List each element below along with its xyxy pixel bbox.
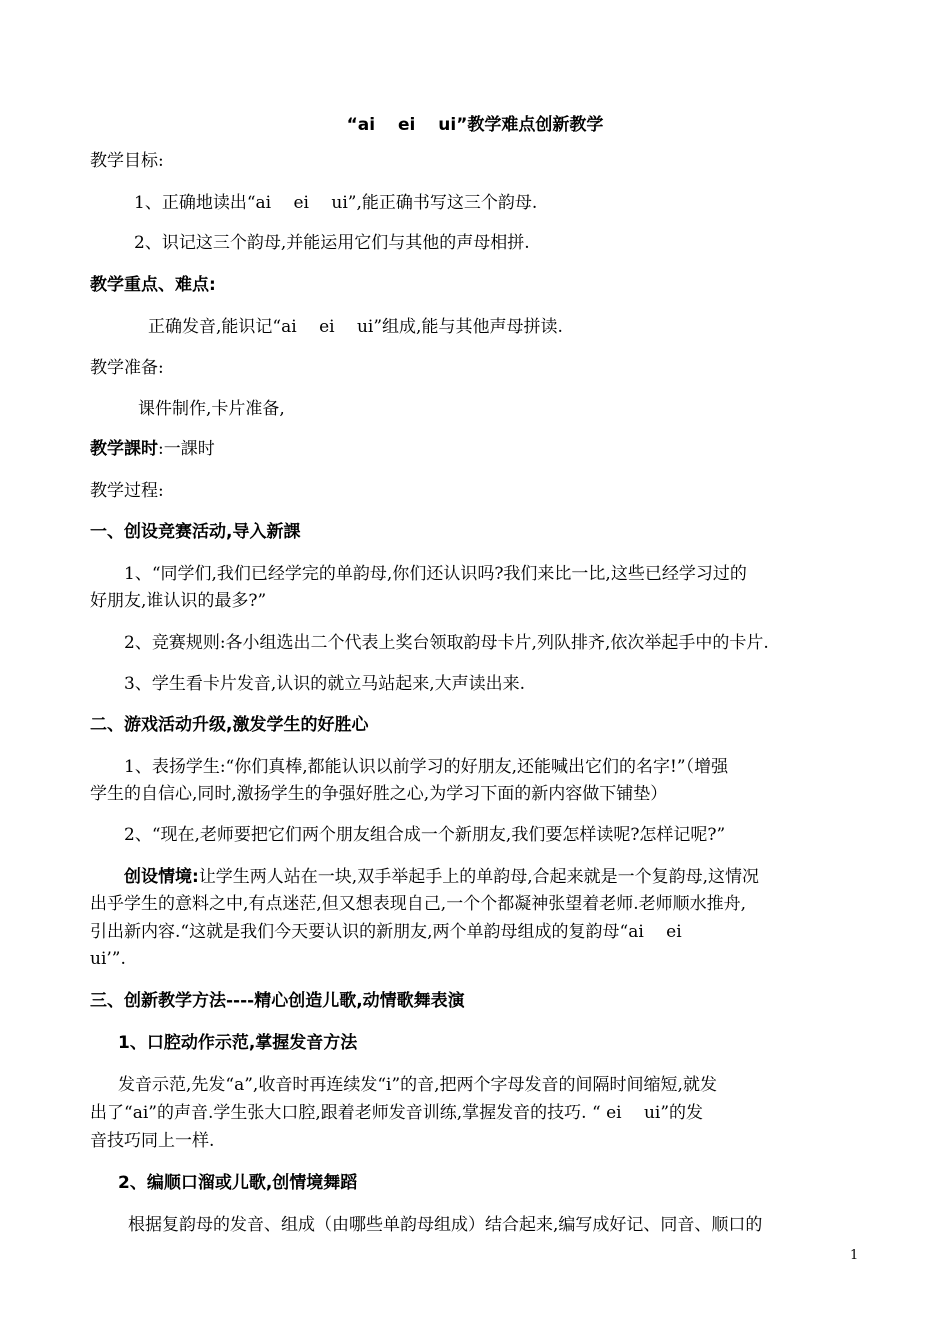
part-heading-1: 一、创设竞赛活动,导入新課 [90, 522, 301, 542]
paragraph-line: 发音示范,先发“a”,收音时再连续发“i”的音,把两个字母发音的间隔时间缩短,就发 [118, 1075, 717, 1095]
paragraph-line: 2、“现在,老师要把它们两个朋友组合成一个新朋友,我们要怎样读呢?怎样记呢?” [124, 825, 726, 845]
section-heading-preparation: 教学准备: [90, 358, 164, 378]
paragraph-line: 好朋友,谁认识的最多?” [90, 591, 267, 611]
class-hours-label: 教学課时 [90, 439, 158, 459]
class-hours-value: :一課时 [158, 439, 215, 459]
objective-item-2: 2、识记这三个韵母,并能运用它们与其他的声母相拼. [134, 233, 530, 253]
part-heading-2: 二、游戏活动升级,激发学生的好胜心 [90, 715, 369, 735]
section-heading-process: 教学过程: [90, 481, 164, 501]
paragraph-line: 3、学生看卡片发音,认识的就立马站起来,大声读出来. [124, 674, 526, 694]
scenario-text: 让学生两人站在一块,双手举起手上的单韵母,合起来就是一个复韵母,这情况 [198, 867, 760, 887]
part-heading-3: 三、创新教学方法----精心创造儿歌,动情歌舞表演 [90, 991, 465, 1011]
objective-item-1: 1、正确地读出“ai ei ui”,能正确书写这三个韵母. [134, 193, 538, 213]
paragraph-line: ui’”. [90, 949, 126, 969]
scenario-line [124, 866, 759, 888]
scenario-label: 创设情境: [124, 867, 199, 887]
paragraph-line: 出了“ai”的声音.学生张大口腔,跟着老师发音训练,掌握发音的技巧. “ ei ui”的发 [90, 1103, 704, 1123]
preparation-text: 课件制作,卡片准备, [138, 399, 285, 419]
class-hours-line [90, 438, 215, 460]
section-heading-objectives: 教学目标: [90, 151, 164, 171]
paragraph-line: 学生的自信心,同时,激扬学生的争强好胜之心,为学习下面的新内容做下铺垫） [90, 784, 668, 804]
sub-heading-2: 2、编顺口溜或儿歌,创情境舞蹈 [118, 1173, 358, 1193]
key-points-text: 正确发音,能识记“ai ei ui”组成,能与其他声母拼读. [148, 317, 563, 337]
sub-heading-1: 1、口腔动作示范,掌握发音方法 [118, 1033, 358, 1053]
paragraph-line: 1、表扬学生:“你们真棒,都能认识以前学习的好朋友,还能喊出它们的名字!”（增强 [124, 757, 729, 777]
paragraph-line: 音技巧同上一样. [90, 1131, 215, 1151]
paragraph-line: 2、竞赛规则:各小组选出二个代表上奖台领取韵母卡片,列队排齐,依次举起手中的卡片. [124, 633, 769, 653]
paragraph-line: 根据复韵母的发音、组成（由哪些单韵母组成）结合起来,编写成好记、同音、顺口的 [128, 1215, 763, 1235]
paragraph-line: 出乎学生的意料之中,有点迷茫,但又想表现自己,一个个都凝神张望着老师.老师顺水推舟, [90, 894, 747, 914]
page-number: 1 [850, 1248, 859, 1263]
section-heading-key-points: 教学重点、难点: [90, 275, 216, 295]
paragraph-line: 1、“同学们,我们已经学完的单韵母,你们还认识吗?我们来比一比,这些已经学习过的 [124, 564, 747, 584]
document-title: “ai ei ui”教学难点创新教学 [346, 115, 604, 135]
paragraph-line: 引出新内容.“这就是我们今天要认识的新朋友,两个单韵母组成的复韵母“ai ei [90, 922, 682, 942]
